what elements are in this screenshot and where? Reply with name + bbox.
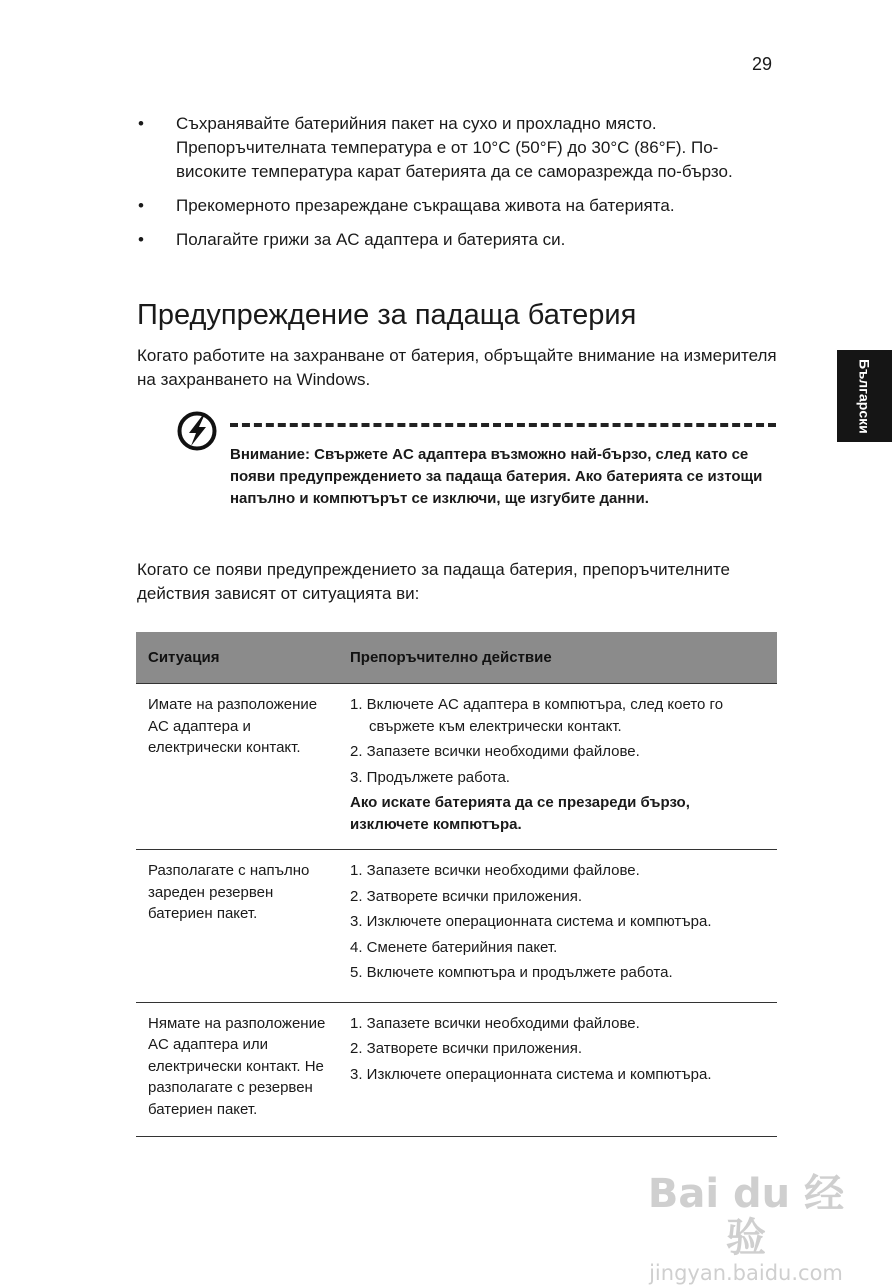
situation-cell: Разполагате с напълно зареден резервен батериен пакет. <box>136 850 338 1003</box>
table-row <box>136 1002 777 1137</box>
page-number: 29 <box>752 54 773 74</box>
list-item: 2. Запазете всички необходими файлове. <box>350 743 640 760</box>
section-title: Предупреждение за падаща батерия <box>137 299 637 331</box>
bullet-marker: • <box>138 114 144 133</box>
list-item: 2. Затворете всички приложения. <box>350 1040 583 1057</box>
list-item: 3. Продължете работа. <box>350 768 510 786</box>
list-item <box>138 194 778 218</box>
action-table <box>136 632 777 1137</box>
steps-list <box>350 694 765 788</box>
list-item: 5. Включете компютъра и продължете работа. <box>350 964 673 981</box>
action-note: Ако искате батерията да се презареди бързо, изключете компютъра. <box>350 794 690 833</box>
bullet-text: Съхранявайте батерийния пакет на сухо и прохладно място. Препоръчителната температура е от 10°C (50°F) до 30°C (86°F). По-високите температура карат батерията да се саморазрежда по-бързо. <box>176 114 733 181</box>
situation-cell: Нямате на разположение AC адаптера или електрически контакт. Не разполагате с резервен батериен пакет. <box>136 1002 338 1137</box>
table-lead-text: Когато се появи предупреждението за падаща батерия, препоръчителните действия зависят от ситуацията ви: <box>137 560 731 603</box>
table-header-row <box>136 632 777 684</box>
action-cell <box>338 684 777 850</box>
watermark-url: jingyan.baidu.com <box>649 1261 843 1285</box>
warning-text: Внимание: Свържете AC адаптера възможно най-бързо, след като се появи предупреждението за падаща батерия. Ако батерията се изтощи напълно и компютърът се изключи, ще изгубите данни. <box>230 446 763 507</box>
bullet-marker: • <box>138 230 144 249</box>
bullet-text: Полагайте грижи за AC адаптера и батерията си. <box>176 230 566 249</box>
list-item <box>138 112 778 184</box>
watermark-logo: Bai du 经验 <box>647 1171 845 1261</box>
column-header-situation: Ситуация <box>136 632 338 684</box>
list-item: 4. Сменете батерийния пакет. <box>350 938 558 956</box>
warning-divider <box>230 423 776 427</box>
bullet-list <box>138 112 778 262</box>
list-item: 1. Включете AC адаптера в компютъра, след което го свържете към електрически контакт. <box>350 696 724 735</box>
action-cell <box>338 850 777 1003</box>
list-item: 3. Изключете операционната система и компютъра. <box>350 1065 712 1083</box>
bullet-marker: • <box>138 196 144 215</box>
section-intro: Когато работите на захранване от батерия, обръщайте внимание на измерителя на захранването на Windows. <box>137 346 777 389</box>
situation-cell: Имате на разположение AC адаптера и електрически контакт. <box>136 684 338 850</box>
list-item <box>138 228 778 252</box>
action-cell <box>338 1002 777 1137</box>
bullet-text: Прекомерното презареждане съкращава живота на батерията. <box>176 196 675 215</box>
table-row <box>136 850 777 1003</box>
table-row <box>136 684 777 850</box>
steps-list <box>350 860 765 984</box>
lightning-warning-icon <box>176 410 218 452</box>
list-item: 1. Запазете всички необходими файлове. <box>350 862 640 879</box>
column-header-action: Препоръчително действие <box>338 632 777 684</box>
language-tab: Български <box>837 350 892 442</box>
watermark <box>636 1172 856 1286</box>
list-item: 3. Изключете операционната система и компютъра. <box>350 913 712 930</box>
list-item: 2. Затворете всички приложения. <box>350 887 583 905</box>
list-item: 1. Запазете всички необходими файлове. <box>350 1014 640 1032</box>
steps-list <box>350 1013 765 1086</box>
